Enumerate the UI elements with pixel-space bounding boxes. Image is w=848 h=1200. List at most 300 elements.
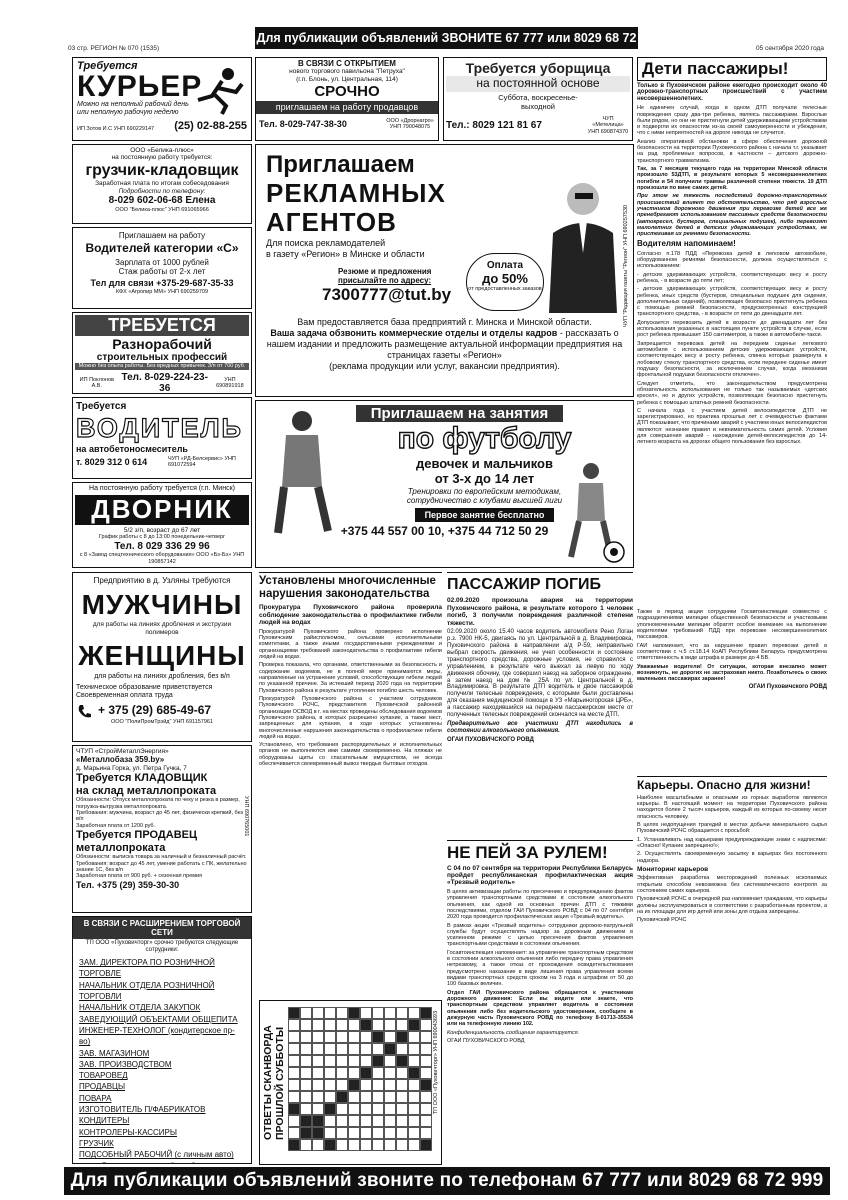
crossword-cell [348,1091,360,1103]
cleaner-title: Требуется уборщица [465,60,611,76]
crossword-cell [300,1103,312,1115]
metal-req1: Требования: мужчина, возраст до 45 лет, физически крепкий, без в/п [76,810,244,823]
crossword-cell [408,1091,420,1103]
violations-p1: Прокуратурой Пуховичского района проверено исполнение Пуховичским райисполкомом, сельскими исполнительными комитетами, а также иными государственными учреждениями и организациями требований законодательства о профилактике гибели людей на водах. [259,628,442,661]
crossword-cell [360,1091,372,1103]
crossword-cell [288,1139,300,1151]
crossword-cell [396,1139,408,1151]
football-player-icon [262,407,342,537]
crossword-cell [408,1127,420,1139]
drunk-lead: С 04 по 07 сентября на территории Республики Беларусь пройдет республиканская профилактическая акция «Трезвый водитель» [447,864,633,887]
mw-women: ЖЕНЩИНЫ [78,640,246,672]
petrus-line1: нового торгового павильона "Петруха" [289,68,405,76]
children-p13: ГАИ напоминает, что за нарушение правил перевозки детей в соответствии с ч.5 ст.18.14 КоАП Республики Беларусь предусмотрена ответственность в виде штрафа в размере до 4 БВ. [637,642,827,662]
cleaner-ad [443,57,633,141]
football-line2: от 3-х до 14 лет [434,470,535,486]
crossword-cell [408,1043,420,1055]
crossword-cell [420,1031,432,1043]
laborer-title2: Разнорабочий [112,335,212,352]
children-p3: Так, за 7 месяцев текущего года на территории Минской области произошло 53ДТП, в результате которых 5 несовершеннолетних погибли и 54 получили травмы различной степени тяжести. 19 ДТП произошли по вине самих детей. [637,166,827,191]
crossword-cell [288,1115,300,1127]
crossword-cell [420,1007,432,1019]
laborer-line1: Можно без опыта работы. Без вредных привычек. З/п от 700 руб. [75,363,249,369]
driver-c-org: КФХ «Агропир ММ» УНП 690259709 [115,288,209,295]
drunk-p1: В целях активизации работы по пресечению и предупреждению фактов управления транспортными средствами в состоянии алкогольного опьянения, как одной из основных причин ДТП с тяжкими последствиями, отделом ГАИ Пуховичского РОВД с 04 по 07 сентября 2020 года проводится профилактическая акция «Трезвый водитель». [447,888,633,921]
crossword-cell [360,1103,372,1115]
metal-req2: Требования: возраст до 45 лет, умение работать с ПК, желательно знание 1С, без в/п [76,860,247,873]
crossword-cell [384,1043,396,1055]
driver-ad [72,397,252,479]
agents-org: ЧУП "Редакция газеты "Регион" УНП 690257530 [623,205,629,328]
crossword-cell [300,1043,312,1055]
courier-phone: (25) 02-88-255 [174,119,247,132]
drunk-p3: Госавтоинспекция напоминает: за управление транспортным средством в состоянии алкогольного опьянения либо передачу права управления нетрезвому, а также отказ от прохождения освидетельствования предусмотрено наказание в виде лишения права управления всеми видами транспортных средств сроком на 3 года и штрафом от 50 до 100 базовых величин. [447,949,633,988]
crossword-cell [420,1055,432,1067]
cleaner-days1: Суббота, воскресенье- [498,92,578,102]
crossword-cell [288,1103,300,1115]
quarries-title: Карьеры. Опасно для жизни! [637,778,811,792]
metal-addr: д. Марьина Горка, ул. Петра Гучка, 7 [76,764,187,772]
crossword-cell [384,1079,396,1091]
crossword-cell [312,1139,324,1151]
loader-ad [72,144,252,224]
football-free: Первое занятие бесплатно [415,508,555,522]
passenger-lead: 02.09.2020 произошла авария на территории Пуховичского района, в результате которого 1 человек погиб, 3 получили повреждения различной степени тяжести. [447,597,633,627]
page-info: 03 стр. РЕГИОН № 070 (1535) [68,45,160,52]
courier-title2: КУРЬЕР [77,69,203,103]
petrus-org: ООО «Дрорнагро» УНП 790048075 [386,117,434,131]
football-ball-icon [603,541,625,563]
violations-p2: Проверка показала, что органами, ответственными за безопасность и содержание водоемов, не в полной мере принимаются меры, направленные на устранение условий, способствующих гибели людей по указанной причине. За истекший период 2020 года на территории Пуховичского района в результате утопления погибло шесть человек. [259,662,442,694]
crossword-cell [372,1139,384,1151]
crossword-cell [348,1019,360,1031]
drunk-p2: В рамках акции «Трезвый водитель» сотрудники дорожно-патрульной службы будут осуществлять надзор за дорожным движением в усиленном режиме с целью пресечения фактов управления транспортными средствами в состоянии опьянения. [447,922,633,948]
pukh-line1 [73,1163,251,1165]
metal-title2: на склад металлопроката [76,784,217,797]
crossword-cell [396,1079,408,1091]
crossword-cell [288,1019,300,1031]
mw-org: ООО "ПолиПромТрэйд" УНП 691157961 [110,718,214,725]
children-sub: Водителям напоминаем! [637,239,736,249]
crossword-cell [408,1019,420,1031]
crossword-cell [336,1031,348,1043]
children-p4: При этом не тяжесть последствий дорожно-транспортных происшествий влияет то обстоятельство, что ряд взрослых участников дорожного движения при перевозке детей все же пренебрегают использованием пассивных средств безопасности (автокресел, бустеров, специальных подушек), либо перевозят малолетних детей в детских удерживающих устройствах, не пристегивая их ремнями безопасности. [637,193,827,238]
loader-line2: Заработная плата по итогам собеседования [95,180,229,188]
crossword-cell [420,1103,432,1115]
football-phone: +375 44 557 00 10, +375 44 712 50 29 [340,524,549,539]
crossword-cell [396,1031,408,1043]
crossword-cell [372,1043,384,1055]
children-p1: Не единичен случай, когда в одном ДТП получали телесные повреждения сразу два-три ребенка, являясь пассажирами. Взрослые были рядом, но они не пристегнули детей удерживающими устройствами и подвергли их опасностям из-за своей самоуверенности и убеждения, что с ними неприятностей на дороге никогда не случится. [637,105,827,137]
passenger-title: ПАССАЖИР ПОГИБ [447,576,602,593]
drunk-p5: Конфиденциальность сообщения гарантируется. [447,1029,580,1036]
job-item: ЗАВ. ПРОИЗВОДСТВОМ [79,1059,172,1069]
crossword-cell [300,1007,312,1019]
pukh-sub: ТП ООО «Пуховичторг» срочно требуются следующие сотрудники: [85,940,239,954]
crossword-cell [360,1139,372,1151]
crossword-title: ОТВЕТЫ СКАНВОРДА ПРОШЛОЙ СУББОТЫ [262,1025,287,1141]
quarries-sign: Пуховичский РОЧС [637,917,687,924]
crossword-cell [396,1019,408,1031]
crossword-cell [408,1079,420,1091]
crossword-cell [312,1043,324,1055]
crossword-cell [312,1055,324,1067]
crossword-cell [384,1115,396,1127]
mw-men: МУЖЧИНЫ [81,589,243,621]
crossword-cell [348,1055,360,1067]
loader-line4: ООО "Белика-плюс" УНП 691065966 [115,206,209,213]
crossword-cell [324,1115,336,1127]
mw-women-sub: для работы на линиях дробления, без в/п [94,672,230,680]
job-item: ИЗГОТОВИТЕЛЬ П/ФАБРИКАТОВ [79,1105,206,1115]
crossword-cell [288,1031,300,1043]
courier-line2: или неполную рабочую неделю [77,108,179,116]
drunk-title: НЕ ПЕЙ ЗА РУЛЕМ! [447,843,608,862]
agents-text [256,317,633,372]
children-title: Дети пассажиры! [637,57,827,81]
crossword-cell [336,1055,348,1067]
article-drunk [447,840,633,1166]
quarries-p6: Пуховичский РОЧС в очередной раз напоминает гражданам, что карьеры должны эксплуатироваться в соответствии с разработанным проектом, а на их площади для игр детей или зоны для отдыха запрещены. [637,896,827,915]
crossword-cell [336,1079,348,1091]
crossword-cell [324,1055,336,1067]
janitor-phone: Тел. 8 029 336 29 96 [114,540,210,552]
children-p11: С начала года с участием детей велосипедистов ДТП не зарегистрировано, но практика прошлых лет с очевидностью фактами ДТП показывает, что причинами аварий с участием юных велосипедистов являются: незнание правил и невнимательность самих детей. Условия для совершения аварий - нахождение детей-велосипедистов до 14-летнего возраста на дорогах общего пользования без взрослых. [637,407,827,446]
crossword-cell [372,1007,384,1019]
quarries-p1: Наиболее масштабными и опасными из горных выработок являются карьеры. В настоящий момент на территории Пуховичского района находится более 2 тысяч карьеров, каждый из которых по-своему несет опасность человеку. [637,794,827,820]
job-item: ТОВАРОВЕД [79,1071,128,1081]
driver-c-title: Водителей категории «С» [85,241,239,256]
crossword-cell [312,1067,324,1079]
crossword-cell [384,1019,396,1031]
pukh-head: В СВЯЗИ С РАСШИРЕНИЕМ ТОРГОВОЙ СЕТИ [73,917,251,939]
crossword-cell [300,1019,312,1031]
janitor-line2: 5/2 з/п, возраст до 67 лет [123,526,201,534]
crossword-cell [420,1139,432,1151]
loader-phone: 8-029 602-06-68 Елена [108,195,216,207]
agents-t2: Ваша задача обзвонить коммерческие отделы и отделы кадров [270,328,558,338]
driver-org: ЧУП «РД-Белсервис» УНП 691072594 [168,455,236,469]
agents-line3: Резюме и предложения [338,267,432,277]
football-ad [255,400,634,568]
driver-phone: т. 8029 312 0 614 [76,457,148,468]
courier-ip: ИП Зотов И.С УНП 690229147 [77,126,155,133]
janitor-line1: На постоянную работу требуется (г.п. Минск) [89,485,235,492]
crossword-cell [324,1127,336,1139]
football-line4: сотрудничество с клубами высшей лиги [406,495,563,505]
metal-unp: УНП 690765001 [243,796,249,837]
crossword-cell [372,1067,384,1079]
crossword-cell [348,1031,360,1043]
metal-salary2: Заработная плата от 900 руб. + сезонная премия [76,873,203,880]
agents-email[interactable]: 7300777@tut.by [322,285,452,305]
crossword-cell [300,1139,312,1151]
violations-title: Установлены многочисленные нарушения законодательства [259,575,436,601]
job-item: ЗАВЕДУЮЩИЙ ОБЪЕКТАМИ ОБЩЕПИТА [79,1014,238,1024]
violations-p4: Установлено, что требования распорядительных и исполнительных органов не выполняются ими самими своевременно. На пляжах не оборудованы щиты со спасательным имуществом, не всегда обеспечивается своевременный вывоз твердых бытовых отходов. [259,742,442,768]
mw-line2: Техническое образование приветствуется [76,683,213,691]
crossword-cell [408,1067,420,1079]
crossword-cell [396,1043,408,1055]
driver-title2: ВОДИТЕЛЬ [76,412,243,443]
metal-phone: Тел. +375 (29) 359-30-30 [76,879,180,890]
pukh-jobs [73,955,251,1162]
crossword-cell [360,1055,372,1067]
cleaner-sub: на постоянной основе [446,76,630,92]
petrus-phone: Тел. 8-029-747-38-30 [259,118,347,129]
crossword-cell [384,1067,396,1079]
crossword-cell [360,1127,372,1139]
job-item: ИНЖЕНЕР-ТЕХНОЛОГ (кондитерское пр-во) [79,1025,235,1047]
crossword-cell [324,1091,336,1103]
crossword-cell [348,1007,360,1019]
metal-shop: «Металлобаза 359.by» [76,755,165,765]
article-children-end [637,609,827,771]
crossword-cell [300,1091,312,1103]
phone-icon [76,703,92,719]
laborer-unp: УНП 690891918 [216,376,244,390]
children-p10: Следует отметить, что законодательством предусмотрена обязательность использования не только так называемых «детских кресел», но и других устройств, позволяющих безопасно пристегнуть ребенка с помощью штатных ремней безопасности. [637,380,827,406]
crossword-cell [372,1019,384,1031]
crossword-cell [336,1115,348,1127]
job-item: ПРОДАВЦЫ [79,1082,126,1092]
driver-c-phone: Тел для связи +375-29-687-35-33 [90,278,234,289]
passenger-p2: Предварительно все участники ДТП находились в состоянии алкогольного опьянения. [447,720,633,734]
crossword-cell [336,1067,348,1079]
crossword-cell [396,1127,408,1139]
crossword-cell [372,1055,384,1067]
quarries-p4: 2. Осуществлять своевременную засыпку в карьерах без постоянного надзора. [637,851,827,864]
petrus-line2: (г.п. Блонь, ул. Центральная, 114) [296,75,398,83]
crossword-cell [336,1019,348,1031]
issue-date: 05 сентября 2020 года [756,45,824,52]
laborer-phone: Тел. 8-029-224-23-36 [121,371,208,394]
article-quarries [637,776,827,1166]
quarries-p5: Эффективная разработка месторождений полезных ископаемых открытым способом невозможна без систематического контроля за состоянием самих карьеров. [637,875,827,895]
metal-title3: Требуется ПРОДАВЕЦ [76,828,198,841]
crossword-cell [336,1091,348,1103]
football-title2: по футболу [397,422,572,456]
agents-pay1: Оплата [486,260,524,271]
crossword-answers [259,1000,442,1165]
crossword-cell [384,1055,396,1067]
crossword-cell [312,1019,324,1031]
courier-title1: Требуется [77,60,138,72]
crossword-cell [420,1043,432,1055]
driver-title1: Требуется [76,401,127,412]
crossword-cell [336,1043,348,1055]
crossword-cell [360,1115,372,1127]
agents-line1: Для поиска рекламодателей [266,238,386,249]
crossword-cell [348,1043,360,1055]
crossword-cell [396,1007,408,1019]
crossword-cell [420,1067,432,1079]
crossword-cell [288,1007,300,1019]
crossword-unp: ТП ООО «Пуховичторг» УНП 690043693 [432,1011,439,1115]
crossword-cell [324,1139,336,1151]
crossword-cell [408,1103,420,1115]
crossword-cell [396,1103,408,1115]
crossword-cell [360,1067,372,1079]
job-item: КОНДИТЕРЫ [79,1116,130,1126]
crossword-cell [336,1139,348,1151]
football-line1: девочек и мальчиков [415,455,553,471]
metal-title1: Требуется КЛАДОВЩИК [76,772,208,785]
driver-c-line2: Зарплата от 1000 рублей [115,257,209,267]
crossword-cell [408,1031,420,1043]
job-item: НАЧАЛЬНИК ОТДЕЛА ЗАКУПОК [79,1003,201,1013]
crossword-cell [420,1019,432,1031]
crossword-cell [372,1079,384,1091]
passenger-sign: ОГАИ ПУХОВИЧСКОГО РОВД [447,736,534,743]
crossword-grid [288,1007,432,1151]
mw-line3: Своевременная оплата труда [76,691,173,699]
agents-pay-badge [466,253,544,311]
petrus-head: В СВЯЗИ С ОТКРЫТИЕМ [298,59,396,68]
crossword-cell [348,1103,360,1115]
laborer-title1: ТРЕБУЕТСЯ [75,315,249,336]
laborer-ip: ИП Поклонов А.В. [79,376,114,390]
crossword-cell [324,1031,336,1043]
metal-org: ЧТУП «СтройМеталлЭнергия» [76,748,169,755]
crossword-cell [360,1031,372,1043]
agents-title2: РЕКЛАМНЫХ [266,177,446,208]
petrus-urgent: СРОЧНО [314,83,380,101]
metal-duties1: Обязанности: Отпуск металлопроката по чеку и резка в размер, погрузка-выгрузка металлопроката. [76,797,240,810]
crossword-cell [384,1031,396,1043]
agents-t1: Вам предоставляется база предприятий г. Минска и Минской области. [297,317,592,327]
crossword-cell [408,1139,420,1151]
crossword-cell [324,1043,336,1055]
crossword-cell [288,1043,300,1055]
crossword-cell [300,1067,312,1079]
job-item: НАЧАЛЬНИК ОТДЕЛА РОЗНИЧНОЙ ТОРГОВЛИ [79,980,215,1002]
crossword-cell [384,1139,396,1151]
job-item: ПОВАРА [79,1093,112,1103]
crossword-cell [312,1115,324,1127]
janitor-title: ДВОРНИК [75,495,249,525]
mw-line1: Предприятию в д. Узляны требуются [93,576,231,585]
job-item: ПОДСОБНЫЙ РАБОЧИЙ (с личным авто) [79,1150,234,1160]
petrus-ad [255,57,439,141]
janitor-ad [72,482,252,568]
petrus-invite: приглашаем на работу продавцов [256,101,438,113]
crossword-cell [396,1055,408,1067]
metal-title4: металлопроката [76,841,166,854]
crossword-cell [312,1031,324,1043]
janitor-line3: График работы с 8 до 13:00 понедельник-четверг [98,534,226,541]
runner-icon [192,66,247,116]
article-violations [259,572,442,1058]
laborer-title3: строительных профессий [96,351,228,363]
cleaner-days2: выходной [521,101,555,111]
crossword-cell [324,1019,336,1031]
mw-phone: + 375 (29) 685-49-67 [98,702,212,717]
crossword-cell [288,1091,300,1103]
job-item: КОНТРОЛЕРЫ-КАССИРЫ [79,1127,177,1137]
crossword-cell [408,1007,420,1019]
crossword-cell [360,1079,372,1091]
crossword-cell [408,1115,420,1127]
crossword-cell [348,1079,360,1091]
crossword-cell [348,1067,360,1079]
crossword-cell [300,1115,312,1127]
crossword-cell [384,1103,396,1115]
metal-duties2: Обязанности: выписка товара за наличный и безналичный расчёт. [76,854,247,861]
crossword-cell [324,1103,336,1115]
job-item: ЗАМ. ДИРЕКТОРА ПО РОЗНИЧНОЙ ТОРГОВЛЕ [79,958,215,979]
drunk-sign: ОГАИ ПУХОВИЧСКОГО РОВД [447,1037,525,1044]
children-p6: - детских удерживающих устройств, соответствующих весу и росту ребенка, - в возрасте до пяти лет; [637,271,827,284]
crossword-cell [312,1127,324,1139]
agents-title1: Приглашаем [266,151,415,178]
metal-ad [72,745,252,913]
agents-pay2: до 50% [482,270,528,286]
crossword-cell [300,1031,312,1043]
loader-line3: Подробности по телефону: [118,187,206,195]
agents-pay3: от предоставленных заказов [468,286,542,293]
job-item: ЗАВ. МАГАЗИНОМ [79,1048,150,1058]
footer-banner: Для публикации объявлений звоните по телефонам 67 777 или 8029 68 72 999 [64,1167,830,1195]
violations-p3: Прокуратурой Пуховичского района с участием сотрудников Пуховичского РОЧС, представителя Пуховичской районной организации ОСВОД в г. на местах проведены обследования водоемов Пуховичского района, в которых разрешено купание, а также мест, запрещенных для купания, в ходе которых установлены многочисленные нарушения законодательства о профилактике гибели людей на водах. [259,695,442,740]
driver-c-line1: Приглашаем на работу [118,231,206,240]
children-lead: Только в Пуховичском районе ежегодно происходит около 40 дорожно-транспортных происшествий с участием несовершеннолетних. [637,82,827,103]
quarries-p2: В целях недопущения трагедий в местах добычи минерального сырья Пуховичский РОЧС обращается с просьбой: [637,822,827,835]
children-p8: Допускается перевозить детей в возрасте до двенадцати лет без использования указанных в настоящем пункте устройств в случае, если рост ребенка превышает 150 сантиметров, а также в автомобиле-такси. [637,319,827,339]
crossword-cell [384,1091,396,1103]
crossword-cell [288,1079,300,1091]
driver-line1: на автобетоносмеситель [76,443,188,454]
crossword-cell [348,1115,360,1127]
crossword-cell [360,1007,372,1019]
crossword-cell [396,1067,408,1079]
passenger-p1: 02.09.2020 около 15.40 часов водитель автомобиля Рено Логан р.з. 7900 НК-5, двигаясь по ул. Центральной в д. Владимировка, Пуховичского района в направлении а/д Р-59, неправильно выбрал скорость движения, не учел особенности и состояние транспортного средства, дорожные условия, не справился с управлением, в результате чего выехал за левую по ходу движения обочину, где совершил наезд на заборное ограждение, а затем наезд на дом № 25А по ул. Центральной в д. Владимировка. В результате ДТП водитель и двое пассажиров получили телесные повреждения, с которыми были доставлены для оказания медицинской помощи в УЗ «Марьиногорская ЦРБ», а пассажир находившийся на переднем пассажирском месте от полученных телесных повреждений скончался на месте ДТП. [447,629,633,718]
mw-men-sub: для работы на линиях дробления и экструзии полимеров [92,621,232,636]
crossword-cell [300,1079,312,1091]
crossword-cell [288,1127,300,1139]
crossword-cell [408,1055,420,1067]
crossword-cell [336,1007,348,1019]
crossword-cell [336,1127,348,1139]
crossword-cell [312,1079,324,1091]
agents-title3: АГЕНТОВ [266,207,397,238]
pukhovichi-ad [72,916,252,1164]
children-p12: Также в период акции сотрудники Госавтоинспекции совместно с подразделениями милиции общественной безопасности и участковыми уполномоченными милиции обратят особое внимание на выполнение водителями требований ПДД при перевозке несовершеннолетних пассажиров. [637,609,827,641]
crossword-cell [384,1127,396,1139]
violations-lead: Прокуратура Пуховичского района проверила соблюдение законодательства о профилактике гибели людей на водах [259,604,442,627]
article-children [637,57,827,609]
job-item: ГРУЗЧИК [79,1138,114,1148]
janitor-line4: с 8 «Завод спецтехнического оборудования» ООО «Бэ-Бэ» УНП 190857142 [79,552,245,565]
children-p7: - детских удерживающих устройств, соответствующих весу и росту ребенка, иных средств (бустеров, специальных подушек для сидения, дополнительных сидений), позволяющих безопасно пристегнуть ребенка с помощью ремней безопасности, предусмотренных конструкцией транспортного средства, - в возрасте от пяти до двенадцати лет. [637,286,827,318]
driver-c-ad [72,227,252,309]
crossword-cell [312,1091,324,1103]
crossword-cell [312,1007,324,1019]
driver-c-line3: Стаж работы от 2-х лет [118,267,206,277]
crossword-cell [324,1007,336,1019]
cleaner-phone: Тел.: 8029 121 81 67 [446,119,542,131]
crossword-cell [312,1103,324,1115]
agents-line4: присылайте по адресу: [338,276,432,286]
article-passenger [447,572,633,838]
businessman-icon [539,173,619,313]
crossword-cell [384,1007,396,1019]
agents-t4: (реклама продукции или услуг, вакансии предприятия). [329,361,560,371]
agents-ad [255,144,634,397]
children-p9: Запрещается перевозка детей на переднем сиденье легкового автомобиля с использованием детских удерживающих устройств, соответствующих весу и росту ребенка, спинка которых развернута к лобовому стеклу транспортного средства, если переднее сиденье имеет подушку безопасности, за исключением случая, когда механизм фронтальной подушки безопасности отключен». [637,340,827,379]
crossword-cell [372,1115,384,1127]
agents-line2: в газету «Регион» в Минске и области [266,248,425,259]
